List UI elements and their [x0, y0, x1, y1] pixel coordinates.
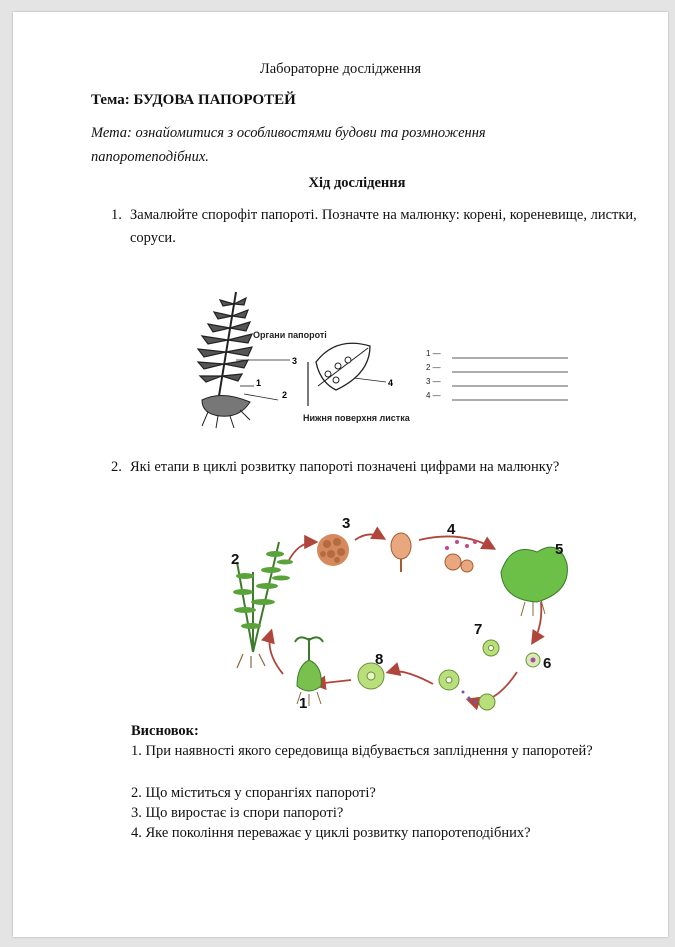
fern-life-cycle-figure [193, 502, 573, 712]
conclusion-heading: Висновок: [131, 723, 199, 739]
topic-heading: Тема: БУДОВА ПАПОРОТЕЙ [91, 92, 296, 108]
figure1-label-4: 4 [388, 378, 394, 388]
conclusion-item-3: 3. Що виростає із спори папороті? [131, 805, 344, 821]
stage-sporangium [391, 533, 411, 572]
conclusion-item-1: 1. При наявності якого середовища відбувається запліднення у папоротей? [131, 743, 593, 759]
question-2-number: 2. [111, 459, 122, 475]
answer-line-label-2: 2 — [426, 363, 441, 372]
figure1-label-2: 2 [282, 390, 288, 400]
aim-text: Мета: ознайомитися з особливостями будови та розмноження папоротеподібних. [91, 125, 486, 165]
question-2-text: Які етапи в циклі розвитку папороті позначені цифрами на малюнку? [130, 459, 560, 475]
stage-label-6: 6 [543, 655, 552, 672]
stage-7-zygote [483, 640, 499, 656]
stage-label-8: 8 [375, 651, 384, 668]
fern-organs-figure [178, 282, 578, 432]
stage-label-5: 5 [555, 541, 564, 558]
answer-line-label-3: 3 — [426, 377, 441, 386]
fertilization-drawing [439, 670, 495, 710]
figure1-caption-top: Органи папороті [253, 330, 327, 340]
stage-6-archegonium [526, 653, 540, 667]
leaf-underside-drawing [308, 343, 370, 406]
question-1-text: Замалюйте спорофіт папороті. Позначте на малюнку: корені, кореневище, листки, соруси. [130, 207, 637, 246]
stage-label-4: 4 [447, 521, 456, 538]
stage-label-1: 1 [299, 695, 308, 712]
answer-line-label-4: 4 — [426, 391, 441, 400]
progress-heading: Хід дослідення [308, 175, 406, 191]
answer-lines [426, 349, 568, 400]
stage-label-2: 2 [231, 551, 240, 568]
answer-line-label-1: 1 — [426, 349, 441, 358]
stage-4-spores [445, 540, 477, 572]
conclusion-item-2: 2. Що міститься у спорангіях папороті? [131, 785, 376, 801]
figure1-label-1: 1 [256, 378, 262, 388]
document-title: Лабораторне дослідження [259, 61, 422, 77]
document-page [13, 12, 668, 937]
question-1-number: 1. [111, 207, 122, 223]
figure1-label-3: 3 [292, 356, 298, 366]
figure1-caption-bottom: Нижня поверхня листка [303, 413, 410, 423]
stage-label-7: 7 [474, 621, 483, 638]
stage-label-3: 3 [342, 515, 351, 532]
stage-3-sori [317, 534, 349, 566]
conclusion-item-4: 4. Яке покоління переважає у циклі розвитку папоротеподібних? [131, 825, 531, 841]
stage-2-sporophyte [233, 542, 293, 668]
